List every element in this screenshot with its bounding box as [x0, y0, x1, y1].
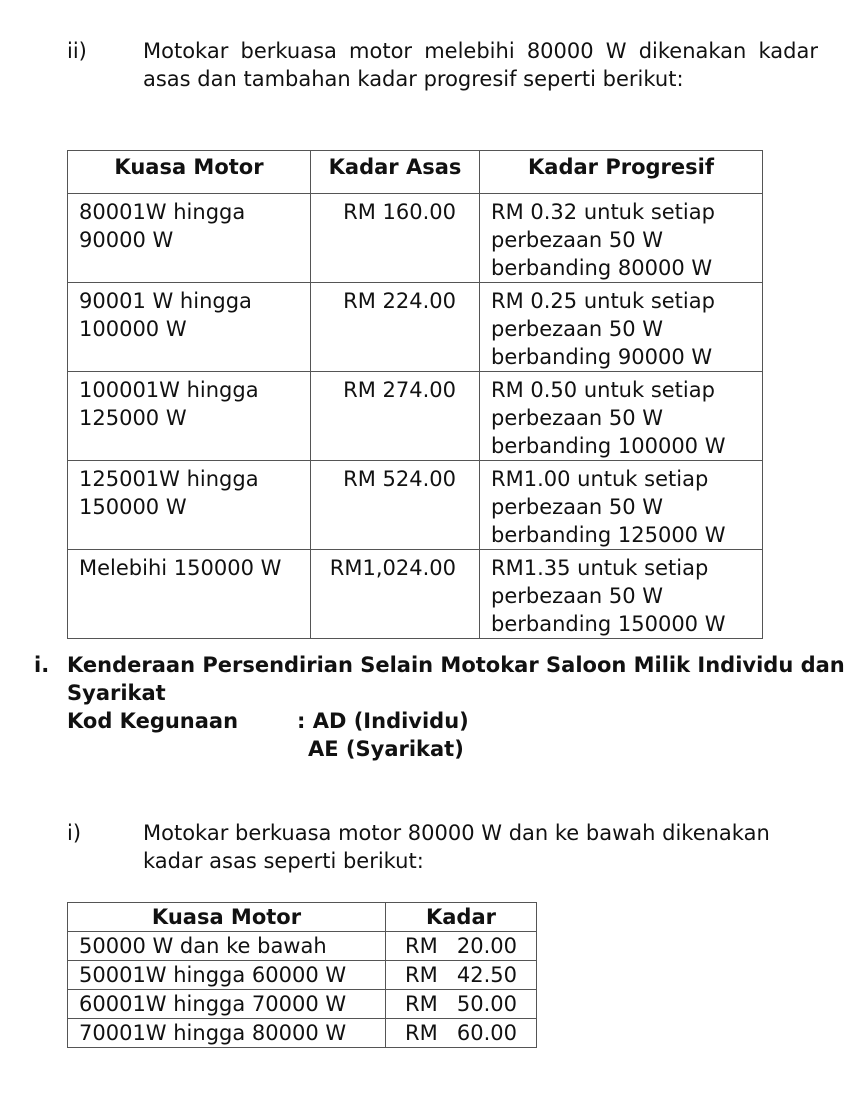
header-kuasa-motor: Kuasa Motor — [68, 903, 386, 932]
progresif-text: perbezaan 50 W — [491, 495, 664, 519]
kadar-cell — [386, 932, 537, 961]
table-row — [68, 990, 537, 1019]
kadar-asas-cell — [311, 550, 480, 639]
kuasa-text: Melebihi 150000 W — [79, 556, 282, 580]
progresif-text: perbezaan 50 W — [491, 228, 664, 252]
kuasa-cell — [68, 194, 311, 283]
table-row — [68, 961, 537, 990]
section-ii-text-line1: Motokar berkuasa motor melebihi 80000 W dikenakan kadar — [143, 39, 818, 63]
kuasa-text: 125001W hingga — [79, 467, 259, 491]
amount-text: 20.00 — [456, 934, 517, 958]
kadar-asas-text: RM1,024.00 — [329, 556, 456, 580]
currency-text: RM — [405, 963, 438, 987]
kadar-asas-text: RM 160.00 — [343, 200, 456, 224]
kadar-progresif-cell — [480, 194, 763, 283]
progresif-text: RM 0.32 untuk setiap — [491, 200, 715, 224]
table-row — [68, 372, 763, 461]
kadar-asas-text: RM 224.00 — [343, 289, 456, 313]
table-row — [68, 283, 763, 372]
kadar-asas-cell — [311, 372, 480, 461]
currency-text: RM — [405, 1021, 438, 1045]
progresif-text: berbanding 90000 W — [491, 345, 713, 369]
section-ii-text-line2: asas dan tambahan kadar progresif seperti berikut: — [143, 67, 684, 91]
table-row — [68, 550, 763, 639]
kadar-cell — [386, 990, 537, 1019]
currency-text: RM — [405, 934, 438, 958]
amount-text: 42.50 — [456, 963, 517, 987]
kuasa-cell — [68, 283, 311, 372]
header-kadar-progresif: Kadar Progresif — [480, 151, 763, 194]
code-label: Kod Kegunaan — [67, 709, 239, 733]
kuasa-cell: 50000 W dan ke bawah — [68, 932, 386, 961]
kuasa-text: 90000 W — [79, 228, 174, 252]
progresif-text: RM1.00 untuk setiap — [491, 467, 709, 491]
progresif-text: perbezaan 50 W — [491, 406, 664, 430]
section-i-sub-text-line1: Motokar berkuasa motor 80000 W dan ke bawah dikenakan — [143, 821, 770, 845]
basic-rate-table — [67, 902, 537, 1048]
kuasa-text: 125000 W — [79, 406, 187, 430]
progresif-text: perbezaan 50 W — [491, 584, 664, 608]
kadar-progresif-cell — [480, 550, 763, 639]
progresif-text: berbanding 150000 W — [491, 612, 726, 636]
header-kadar-asas: Kadar Asas — [311, 151, 480, 194]
progresif-text: berbanding 100000 W — [491, 434, 726, 458]
kuasa-cell: 50001W hingga 60000 W — [68, 961, 386, 990]
progresif-text: RM 0.25 untuk setiap — [491, 289, 715, 313]
progresif-text: berbanding 80000 W — [491, 256, 713, 280]
section-i-sub-marker: i) — [67, 821, 82, 845]
progressive-rate-table — [67, 150, 763, 639]
table-row — [68, 1019, 537, 1048]
section-ii-marker: ii) — [67, 39, 87, 63]
table-row — [68, 932, 537, 961]
kuasa-cell — [68, 372, 311, 461]
section-i-title-line1: Kenderaan Persendirian Selain Motokar Saloon Milik Individu dan — [67, 653, 845, 677]
kuasa-cell — [68, 461, 311, 550]
table-header-row — [68, 151, 763, 194]
table-row — [68, 461, 763, 550]
progresif-text: RM 0.50 untuk setiap — [491, 378, 715, 402]
kuasa-cell: 60001W hingga 70000 W — [68, 990, 386, 1019]
table-header-row — [68, 903, 537, 932]
kuasa-text: 90001 W hingga — [79, 289, 252, 313]
currency-text: RM — [405, 992, 438, 1016]
kadar-asas-cell — [311, 283, 480, 372]
progresif-text: perbezaan 50 W — [491, 317, 664, 341]
code-value-syarikat: AE (Syarikat) — [308, 737, 464, 761]
section-i-title-line2: Syarikat — [67, 681, 166, 705]
table-row — [68, 194, 763, 283]
kadar-asas-cell — [311, 194, 480, 283]
section-i-marker: i. — [34, 653, 50, 677]
kuasa-cell: 70001W hingga 80000 W — [68, 1019, 386, 1048]
header-kuasa-motor: Kuasa Motor — [68, 151, 311, 194]
amount-text: 50.00 — [456, 992, 517, 1016]
kadar-progresif-cell — [480, 283, 763, 372]
section-i-sub-text-line2: kadar asas seperti berikut: — [143, 849, 424, 873]
kuasa-text: 150000 W — [79, 495, 187, 519]
kadar-cell — [386, 1019, 537, 1048]
kadar-asas-cell — [311, 461, 480, 550]
kuasa-text: 100001W hingga — [79, 378, 259, 402]
amount-text: 60.00 — [456, 1021, 517, 1045]
kuasa-text: 80001W hingga — [79, 200, 246, 224]
progresif-text: RM1.35 untuk setiap — [491, 556, 709, 580]
code-value-individu: : AD (Individu) — [297, 709, 469, 733]
progresif-text: berbanding 125000 W — [491, 523, 726, 547]
header-kadar: Kadar — [386, 903, 537, 932]
kadar-asas-text: RM 274.00 — [343, 378, 456, 402]
kadar-cell — [386, 961, 537, 990]
kadar-progresif-cell — [480, 461, 763, 550]
kadar-asas-text: RM 524.00 — [343, 467, 456, 491]
kadar-progresif-cell — [480, 372, 763, 461]
kuasa-cell — [68, 550, 311, 639]
kuasa-text: 100000 W — [79, 317, 187, 341]
